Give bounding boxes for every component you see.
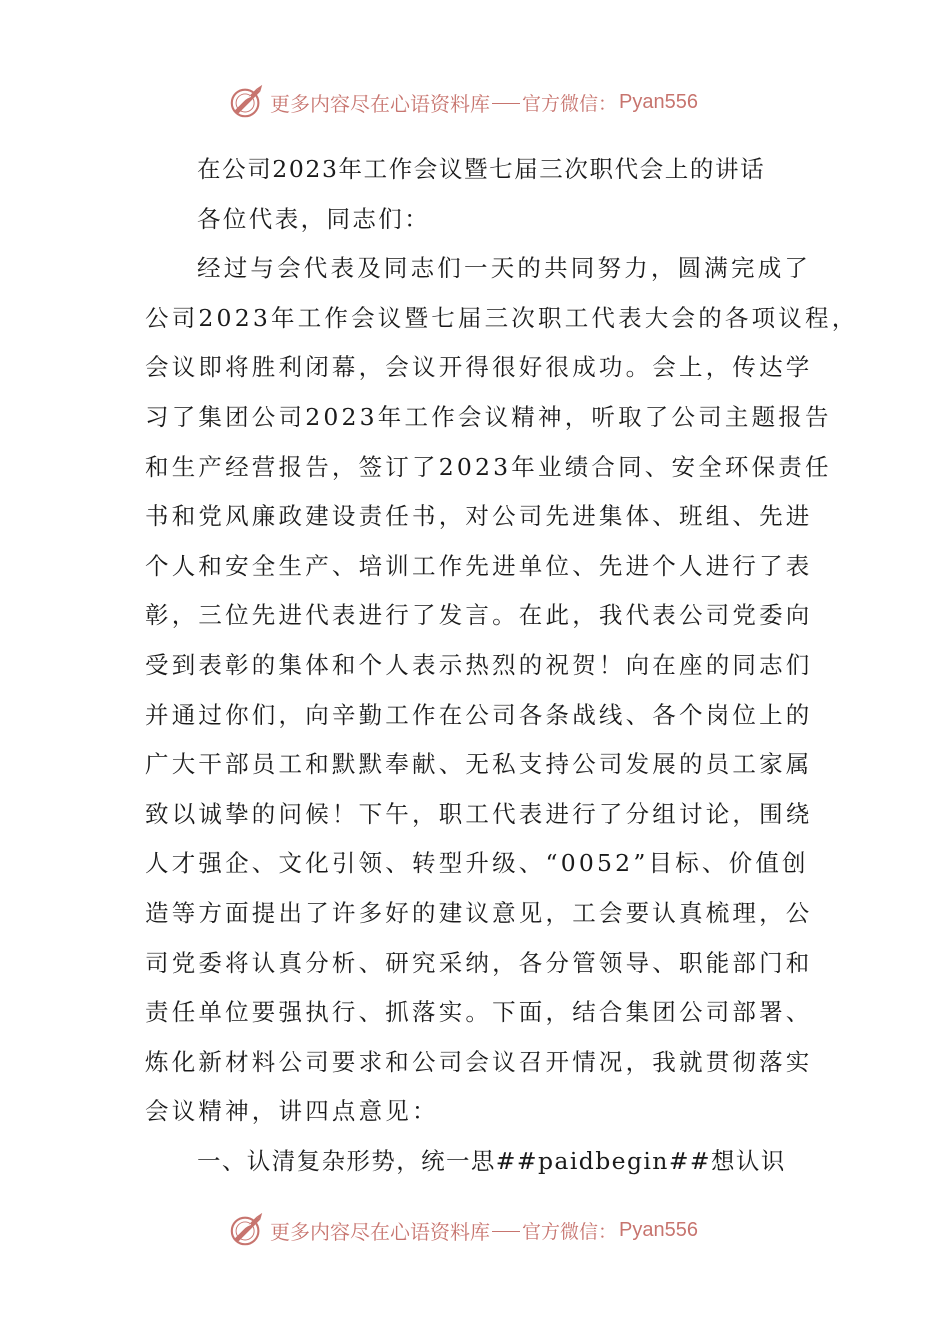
paragraph xyxy=(145,244,859,1137)
document-title: 在公司2023年工作会议暨七届三次职代会上的讲话 xyxy=(197,155,766,183)
paragraph-line: 炼化新材料公司要求和公司会议召开情况，我就贯彻落实 xyxy=(145,1047,813,1076)
watermark-footer xyxy=(228,1208,698,1252)
paragraph-line: 受到表彰的集体和个人表示热烈的祝贺！向在座的同志们 xyxy=(145,650,813,679)
section-heading: 一、认清复杂形势，统一思##paidbegin##想认识 xyxy=(197,1146,786,1175)
watermark-dash xyxy=(492,1231,520,1232)
paragraph-line: 彰，三位先进代表进行了发言。在此，我代表公司党委向 xyxy=(145,601,813,630)
watermark-official-label: 官方微信： xyxy=(522,92,618,115)
paragraph-line: 公司2023年工作会议暨七届三次职工代表大会的各项议程， xyxy=(145,303,859,332)
document-salutation: 各位代表，同志们： xyxy=(197,204,431,233)
paragraph-line: 经过与会代表及同志们一天的共同努力，圆满完成了 xyxy=(197,254,812,283)
document-body xyxy=(145,145,859,1186)
paragraph-line: 会议即将胜利闭幕，会议开得很好很成功。会上，传达学 xyxy=(145,353,813,382)
paragraph-line: 并通过你们，向辛勤工作在公司各条战线、各个岗位上的 xyxy=(145,700,813,729)
paragraph-line: 个人和安全生产、培训工作先进单位、先进个人进行了表 xyxy=(145,551,813,580)
pen-circle-logo-icon xyxy=(228,83,266,121)
paragraph-line: 书和党风廉政建设责任书，对公司先进集体、班组、先进 xyxy=(145,502,813,531)
paragraph-line: 责任单位要强执行、抓落实。下面，结合集团公司部署、 xyxy=(145,998,813,1027)
paragraph-line: 造等方面提出了许多好的建议意见，工会要认真梳理，公 xyxy=(145,898,813,927)
paragraph-line: 司党委将认真分析、研究采纳，各分管领导、职能部门和 xyxy=(145,948,813,977)
watermark-site-name: 更多内容尽在心语资料库 xyxy=(270,1219,490,1244)
paragraph-line: 广大干部员工和默默奉献、无私支持公司发展的员工家属 xyxy=(145,750,813,779)
watermark-dash xyxy=(492,103,520,104)
paragraph-line: 和生产经营报告，签订了2023年业绩合同、安全环保责任 xyxy=(145,452,832,481)
paragraph-line: 致以诚挚的问候！下午，职工代表进行了分组讨论，围绕 xyxy=(145,799,813,828)
watermark-header xyxy=(228,80,698,124)
paragraph-line: 习了集团公司2023年工作会议精神，听取了公司主题报告 xyxy=(145,402,832,431)
watermark-wechat-id: Pyan556 xyxy=(619,90,698,113)
paragraph-line: 人才强企、文化引领、转型升级、“0052”目标、价值创 xyxy=(145,849,809,878)
watermark-site-name: 更多内容尽在心语资料库 xyxy=(270,91,490,116)
watermark-wechat-id: Pyan556 xyxy=(619,1218,698,1241)
watermark-official-label: 官方微信： xyxy=(522,1220,618,1243)
paragraph-line: 会议精神，讲四点意见： xyxy=(145,1097,439,1126)
pen-circle-logo-icon xyxy=(228,1211,266,1249)
